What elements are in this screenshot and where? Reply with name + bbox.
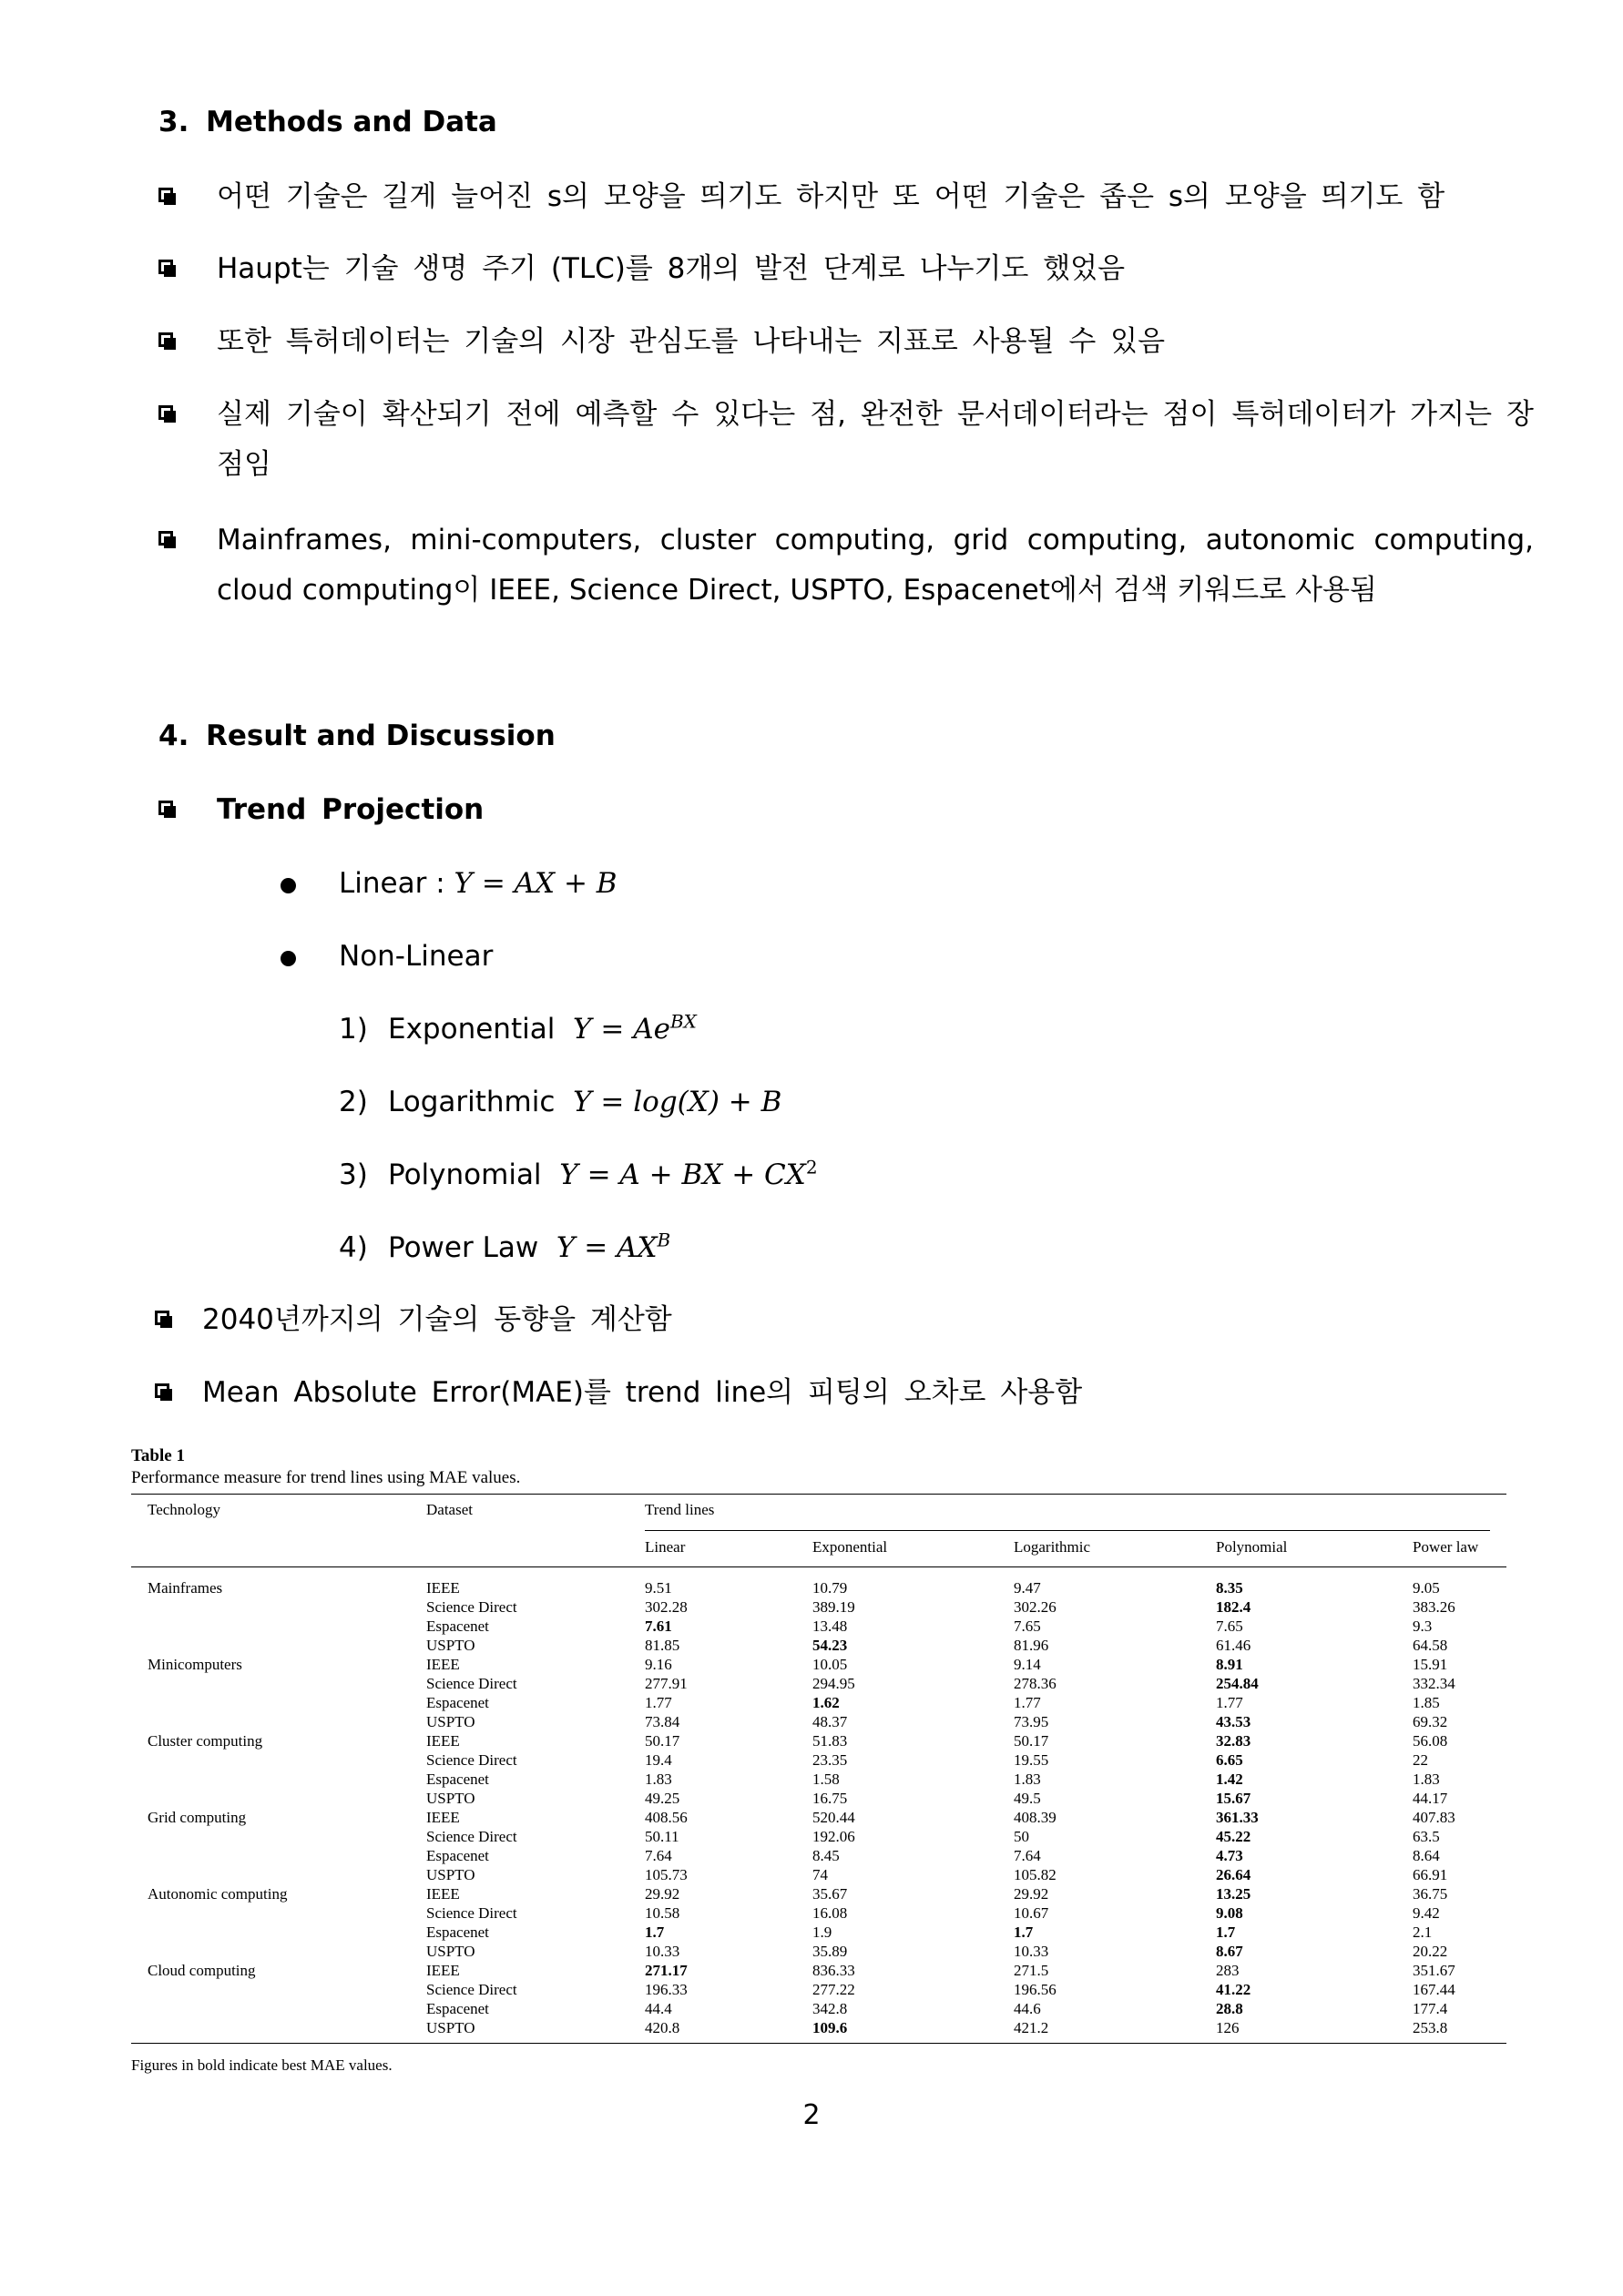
table-cell-value: 1.62 xyxy=(812,1694,840,1711)
model-exponential xyxy=(339,1010,697,1046)
section-3-heading xyxy=(158,106,497,138)
table-cell-technology: Mainframes xyxy=(148,1579,223,1597)
table-cell-value: 10.05 xyxy=(812,1656,848,1673)
table-cell-value: 16.75 xyxy=(812,1790,848,1807)
model-name: Power Law xyxy=(388,1231,539,1264)
section-4-bullet-1 xyxy=(155,1295,1530,1345)
header-method-linear: Linear xyxy=(645,1538,686,1556)
table-cell-dataset: IEEE xyxy=(426,1656,460,1673)
table-cell-value: 10.79 xyxy=(812,1579,848,1597)
table-cell-dataset: USPTO xyxy=(426,1637,475,1654)
table-cell-value: 253.8 xyxy=(1413,2019,1448,2036)
table-cell-technology: Cluster computing xyxy=(148,1732,263,1750)
table-cell-value: 44.6 xyxy=(1014,2000,1041,2017)
trend-lines-rule xyxy=(645,1530,1490,1531)
table-cell-dataset: USPTO xyxy=(426,1790,475,1807)
table-cell-dataset: Science Direct xyxy=(426,1981,517,1998)
table-cell-value: 23.35 xyxy=(812,1751,848,1769)
table-cell-value: 1.83 xyxy=(645,1770,672,1788)
table-cell-value: 19.55 xyxy=(1014,1751,1049,1769)
table-cell-value: 48.37 xyxy=(812,1713,848,1730)
table-cell-value: 1.7 xyxy=(1014,1924,1034,1941)
checkbox-bullet-icon xyxy=(155,1383,169,1398)
bullet-text: 2040년까지의 기술의 동향을 계산함 xyxy=(202,1303,672,1336)
table-cell-value: 49.25 xyxy=(645,1790,680,1807)
model-number: 4) xyxy=(339,1231,368,1264)
table-cell-value: 420.8 xyxy=(645,2019,680,2036)
table-cell-value: 66.91 xyxy=(1413,1866,1448,1883)
model-number: 3) xyxy=(339,1158,368,1191)
table-cell-value: 361.33 xyxy=(1216,1809,1259,1826)
table-cell-value: 177.4 xyxy=(1413,2000,1448,2017)
table-cell-value: 63.5 xyxy=(1413,1828,1440,1845)
model-formula: Y = Ae xyxy=(573,1013,670,1046)
table-cell-value: 9.08 xyxy=(1216,1904,1243,1922)
table-cell-value: 74 xyxy=(812,1866,828,1883)
table-cell-value: 7.65 xyxy=(1014,1617,1041,1635)
table-cell-value: 10.58 xyxy=(645,1904,680,1922)
table-cell-value: 36.75 xyxy=(1413,1885,1448,1903)
table-bottom-rule xyxy=(131,2043,1506,2044)
table-cell-value: 73.84 xyxy=(645,1713,680,1730)
table-cell-value: 196.56 xyxy=(1014,1981,1056,1998)
model-number: 1) xyxy=(339,1013,368,1046)
header-method-polynomial: Polynomial xyxy=(1216,1538,1288,1556)
table-cell-value: 836.33 xyxy=(812,1962,855,1979)
table-cell-value: 182.4 xyxy=(1216,1598,1251,1616)
table-cell-value: 10.33 xyxy=(1014,1943,1049,1960)
table-cell-value: 389.19 xyxy=(812,1598,855,1616)
nonlinear-item xyxy=(281,940,493,973)
header-bottom-rule xyxy=(131,1566,1506,1567)
trend-projection-bullet xyxy=(158,785,1534,835)
table-cell-value: 81.85 xyxy=(645,1637,680,1654)
table-cell-value: 271.5 xyxy=(1014,1962,1049,1979)
table-cell-value: 332.34 xyxy=(1413,1675,1455,1692)
table-cell-value: 29.92 xyxy=(1014,1885,1049,1903)
table-cell-dataset: USPTO xyxy=(426,2019,475,2036)
bullet-text: 어떤 기술은 길게 늘어진 s의 모양을 띄기도 하지만 또 어떤 기술은 좁은 s의 모양을 띄기도 함 xyxy=(217,180,1445,213)
bullet-text: 실제 기술이 확산되기 전에 예측할 수 있다는 점, 완전한 문서데이터라는 점이 특허데이터가 가지는 장점임 xyxy=(217,398,1534,481)
table-cell-value: 408.56 xyxy=(645,1809,688,1826)
model-polynomial xyxy=(339,1158,818,1191)
table-cell-value: 277.91 xyxy=(645,1675,688,1692)
checkbox-bullet-icon xyxy=(158,531,173,546)
table-cell-value: 56.08 xyxy=(1413,1732,1448,1750)
table-cell-value: 1.77 xyxy=(1014,1694,1041,1711)
table-cell-value: 1.77 xyxy=(1216,1694,1243,1711)
table-cell-value: 10.67 xyxy=(1014,1904,1049,1922)
table-cell-value: 9.51 xyxy=(645,1579,672,1597)
header-technology: Technology xyxy=(148,1501,221,1518)
checkbox-bullet-icon xyxy=(158,188,173,202)
table-cell-value: 9.05 xyxy=(1413,1579,1440,1597)
table-cell-value: 64.58 xyxy=(1413,1637,1448,1654)
header-method-power-law: Power law xyxy=(1413,1538,1479,1556)
table-cell-value: 51.83 xyxy=(812,1732,848,1750)
trend-projection-label: Trend Projection xyxy=(217,793,485,826)
table-cell-value: 49.5 xyxy=(1014,1790,1041,1807)
table-cell-value: 520.44 xyxy=(812,1809,855,1826)
table-cell-value: 81.96 xyxy=(1014,1637,1049,1654)
linear-item xyxy=(281,867,618,900)
table-cell-value: 8.45 xyxy=(812,1847,840,1864)
section-3-bullet-2 xyxy=(158,244,1534,294)
section-4-number: 4. xyxy=(158,719,189,752)
table-cell-value: 50.17 xyxy=(645,1732,680,1750)
table-cell-value: 126 xyxy=(1216,2019,1240,2036)
table-cell-value: 277.22 xyxy=(812,1981,855,1998)
table-cell-value: 7.65 xyxy=(1216,1617,1243,1635)
header-method-exponential: Exponential xyxy=(812,1538,888,1556)
table-cell-value: 192.06 xyxy=(812,1828,855,1845)
table-cell-value: 15.67 xyxy=(1216,1790,1251,1807)
checkbox-bullet-icon xyxy=(158,332,173,347)
table-cell-value: 7.64 xyxy=(645,1847,672,1864)
model-formula: Y = A + BX + CX xyxy=(559,1158,806,1191)
table-cell-value: 342.8 xyxy=(812,2000,848,2017)
table-cell-value: 73.95 xyxy=(1014,1713,1049,1730)
section-3-bullet-3 xyxy=(158,317,1534,367)
model-name: Polynomial xyxy=(388,1158,542,1191)
table-title: Table 1 xyxy=(131,1446,185,1465)
dot-bullet-icon xyxy=(281,878,296,893)
section-4-title: Result and Discussion xyxy=(206,719,556,752)
model-formula: Y = AX xyxy=(556,1231,658,1264)
table-cell-value: 7.64 xyxy=(1014,1847,1041,1864)
checkbox-bullet-icon xyxy=(158,801,173,815)
bullet-text: Mean Absolute Error(MAE)를 trend line의 피팅의 오차로 사용함 xyxy=(202,1376,1083,1409)
table-cell-value: 26.64 xyxy=(1216,1866,1251,1883)
table-cell-value: 167.44 xyxy=(1413,1981,1455,1998)
table-cell-value: 351.67 xyxy=(1413,1962,1455,1979)
header-trend-lines: Trend lines xyxy=(645,1501,715,1518)
table-top-rule xyxy=(131,1494,1506,1495)
table-cell-technology: Autonomic computing xyxy=(148,1885,288,1903)
table-footnote: Figures in bold indicate best MAE values. xyxy=(131,2056,393,2074)
table-cell-dataset: Espacenet xyxy=(426,2000,489,2017)
section-3-title: Methods and Data xyxy=(206,106,497,138)
table-cell-value: 9.42 xyxy=(1413,1904,1440,1922)
table-cell-dataset: Espacenet xyxy=(426,1617,489,1635)
section-3-number: 3. xyxy=(158,106,189,138)
bullet-text: 또한 특허데이터는 기술의 시장 관심도를 나타내는 지표로 사용될 수 있음 xyxy=(217,325,1166,358)
table-cell-value: 50.11 xyxy=(645,1828,679,1845)
table-cell-value: 20.22 xyxy=(1413,1943,1448,1960)
table-cell-dataset: Science Direct xyxy=(426,1751,517,1769)
table-cell-technology: Grid computing xyxy=(148,1809,247,1826)
model-power-law xyxy=(339,1231,670,1264)
table-cell-value: 19.4 xyxy=(645,1751,672,1769)
table-cell-value: 105.73 xyxy=(645,1866,688,1883)
model-formula-exponent: BX xyxy=(669,1010,697,1033)
table-cell-dataset: USPTO xyxy=(426,1943,475,1960)
checkbox-bullet-icon xyxy=(158,405,173,420)
section-4-bullet-2 xyxy=(155,1368,1530,1418)
table-cell-value: 44.17 xyxy=(1413,1790,1448,1807)
table-cell-dataset: Espacenet xyxy=(426,1847,489,1864)
table-cell-value: 4.73 xyxy=(1216,1847,1243,1864)
table-cell-value: 9.14 xyxy=(1014,1656,1041,1673)
table-cell-value: 9.16 xyxy=(645,1656,672,1673)
header-method-logarithmic: Logarithmic xyxy=(1014,1538,1091,1556)
table-cell-value: 50 xyxy=(1014,1828,1029,1845)
model-name: Logarithmic xyxy=(388,1086,556,1118)
model-formula-exponent: 2 xyxy=(805,1156,818,1179)
table-cell-value: 109.6 xyxy=(812,2019,848,2036)
table-cell-value: 35.89 xyxy=(812,1943,848,1960)
table-cell-dataset: USPTO xyxy=(426,1866,475,1883)
table-cell-value: 278.36 xyxy=(1014,1675,1056,1692)
table-cell-value: 22 xyxy=(1413,1751,1428,1769)
table-cell-dataset: IEEE xyxy=(426,1579,460,1597)
table-cell-dataset: Science Direct xyxy=(426,1828,517,1845)
table-cell-dataset: IEEE xyxy=(426,1732,460,1750)
table-cell-dataset: Science Direct xyxy=(426,1675,517,1692)
bullet-text: Haupt는 기술 생명 주기 (TLC)를 8개의 발전 단계로 나누기도 했었음 xyxy=(217,252,1126,285)
linear-label: Linear : xyxy=(339,867,454,900)
table-cell-value: 1.85 xyxy=(1413,1694,1440,1711)
table-cell-value: 13.25 xyxy=(1216,1885,1251,1903)
table-cell-value: 6.65 xyxy=(1216,1751,1243,1769)
table-cell-value: 196.33 xyxy=(645,1981,688,1998)
table-cell-value: 8.91 xyxy=(1216,1656,1243,1673)
header-dataset: Dataset xyxy=(426,1501,473,1518)
model-name: Exponential xyxy=(388,1013,556,1046)
table-cell-value: 29.92 xyxy=(645,1885,680,1903)
table-cell-value: 271.17 xyxy=(645,1962,688,1979)
table-cell-value: 9.3 xyxy=(1413,1617,1433,1635)
table-cell-value: 61.46 xyxy=(1216,1637,1251,1654)
checkbox-bullet-icon xyxy=(155,1311,169,1325)
table-cell-value: 408.39 xyxy=(1014,1809,1056,1826)
table-cell-dataset: Science Direct xyxy=(426,1904,517,1922)
table-cell-value: 41.22 xyxy=(1216,1981,1251,1998)
table-cell-value: 54.23 xyxy=(812,1637,848,1654)
table-cell-value: 1.77 xyxy=(645,1694,672,1711)
checkbox-bullet-icon xyxy=(158,260,173,274)
table-cell-dataset: Espacenet xyxy=(426,1770,489,1788)
table-cell-value: 44.4 xyxy=(645,2000,672,2017)
table-cell-value: 43.53 xyxy=(1216,1713,1251,1730)
model-formula: Y = log(X) + B xyxy=(573,1086,782,1118)
table-cell-value: 50.17 xyxy=(1014,1732,1049,1750)
table-cell-value: 302.28 xyxy=(645,1598,688,1616)
table-cell-dataset: IEEE xyxy=(426,1885,460,1903)
table-cell-value: 15.91 xyxy=(1413,1656,1448,1673)
dot-bullet-icon xyxy=(281,951,296,966)
table-cell-value: 8.35 xyxy=(1216,1579,1243,1597)
table-cell-dataset: Science Direct xyxy=(426,1598,517,1616)
table-cell-dataset: IEEE xyxy=(426,1962,460,1979)
mae-table xyxy=(131,1446,1506,2074)
table-cell-value: 7.61 xyxy=(645,1617,672,1635)
table-cell-value: 302.26 xyxy=(1014,1598,1056,1616)
page-number: 2 xyxy=(802,2099,821,2131)
table-cell-value: 28.8 xyxy=(1216,2000,1243,2017)
table-cell-value: 69.32 xyxy=(1413,1713,1448,1730)
section-3-bullet-1 xyxy=(158,172,1534,222)
table-cell-dataset: IEEE xyxy=(426,1809,460,1826)
table-cell-value: 105.82 xyxy=(1014,1866,1056,1883)
table-cell-value: 8.67 xyxy=(1216,1943,1243,1960)
table-cell-value: 2.1 xyxy=(1413,1924,1433,1941)
table-cell-value: 383.26 xyxy=(1413,1598,1455,1616)
model-formula-exponent: B xyxy=(657,1229,671,1251)
table-cell-value: 32.83 xyxy=(1216,1732,1251,1750)
section-4-heading xyxy=(158,719,556,752)
table-cell-value: 1.7 xyxy=(1216,1924,1236,1941)
table-cell-value: 421.2 xyxy=(1014,2019,1049,2036)
table-cell-value: 16.08 xyxy=(812,1904,848,1922)
table-cell-value: 407.83 xyxy=(1413,1809,1455,1826)
table-cell-dataset: Espacenet xyxy=(426,1694,489,1711)
table-cell-value: 1.83 xyxy=(1413,1770,1440,1788)
table-cell-technology: Cloud computing xyxy=(148,1962,256,1979)
table-cell-value: 10.33 xyxy=(645,1943,680,1960)
table-cell-value: 13.48 xyxy=(812,1617,848,1635)
table-cell-value: 8.64 xyxy=(1413,1847,1440,1864)
table-cell-technology: Minicomputers xyxy=(148,1656,242,1673)
table-cell-value: 294.95 xyxy=(812,1675,855,1692)
section-3-bullet-4 xyxy=(158,390,1534,490)
table-cell-value: 254.84 xyxy=(1216,1675,1259,1692)
table-cell-value: 1.9 xyxy=(812,1924,832,1941)
table-cell-value: 1.58 xyxy=(812,1770,840,1788)
bullet-text: Mainframes, mini-computers, cluster computing, grid computing, autonomic computing, cloud computing이 IEEE, Science Direct, USPTO, Espacenet에서 검색 키워드로 사용됨 xyxy=(217,524,1534,607)
table-cell-value: 9.47 xyxy=(1014,1579,1041,1597)
table-cell-value: 283 xyxy=(1216,1962,1240,1979)
table-cell-value: 1.42 xyxy=(1216,1770,1243,1788)
table-cell-value: 45.22 xyxy=(1216,1828,1251,1845)
model-number: 2) xyxy=(339,1086,368,1118)
table-caption: Performance measure for trend lines using MAE values. xyxy=(131,1468,521,1487)
table-cell-dataset: USPTO xyxy=(426,1713,475,1730)
model-logarithmic xyxy=(339,1086,781,1118)
table-cell-dataset: Espacenet xyxy=(426,1924,489,1941)
table-cell-value: 1.83 xyxy=(1014,1770,1041,1788)
section-3-bullet-5 xyxy=(158,515,1534,616)
linear-formula: Y = AX + B xyxy=(454,867,618,900)
nonlinear-label: Non-Linear xyxy=(339,940,494,973)
table-cell-value: 35.67 xyxy=(812,1885,848,1903)
table-cell-value: 1.7 xyxy=(645,1924,665,1941)
